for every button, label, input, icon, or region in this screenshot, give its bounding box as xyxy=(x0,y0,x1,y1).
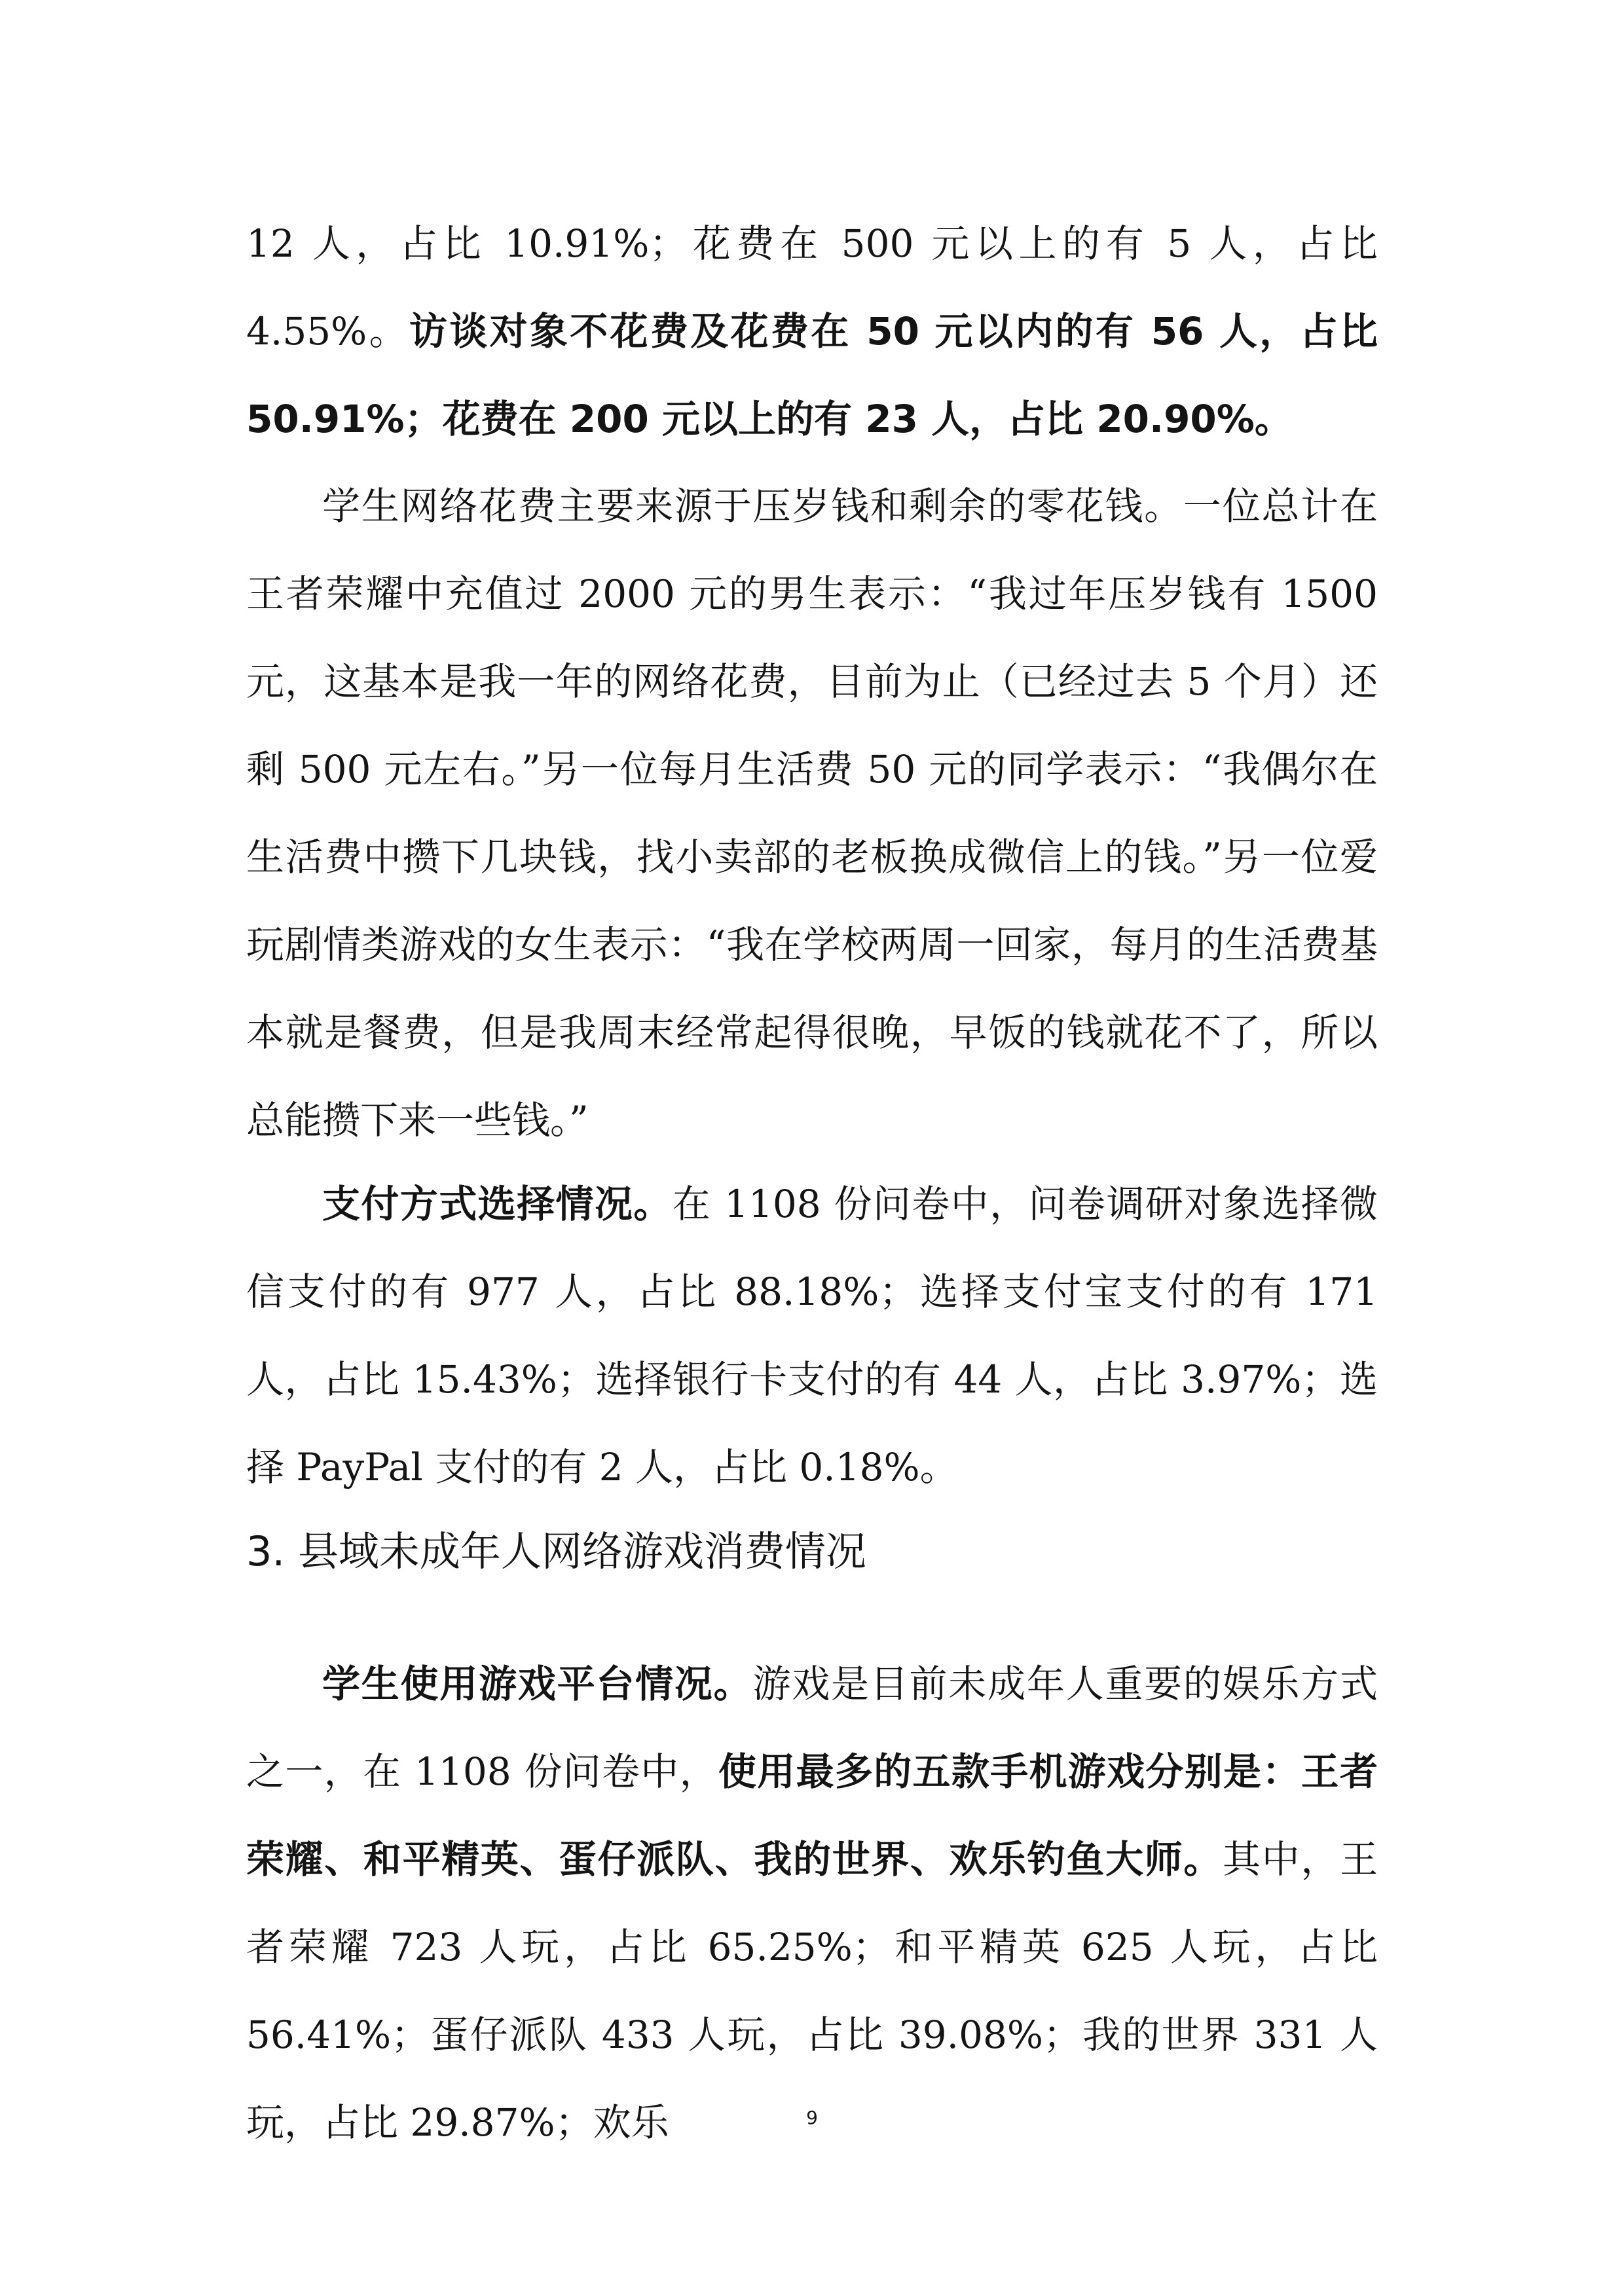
paragraph-text: 其中，王者荣耀 723 人玩，占比 65.25%；和平精英 625 人玩，占比 56.41%；蛋仔派队 433 人玩，占比 39.08%；我的世界 331 人玩，占比 29.87%；欢乐 xyxy=(246,1837,1378,2145)
paragraph-bold-lead: 学生使用游戏平台情况。 xyxy=(322,1662,753,1706)
paragraph-text: 12 人，占比 10.91%；花费在 500 元以上的有 5 人，占比 4.55%。 xyxy=(246,221,1378,354)
paragraph-game-platforms xyxy=(246,1640,1378,2166)
paragraph-bold-lead: 支付方式选择情况。 xyxy=(322,1182,673,1226)
paragraph-text: 游戏是目前未成年人重要的娱乐方式之一，在 1108 份问卷中， xyxy=(246,1662,1378,1794)
paragraph-bold-text: 使用最多的五款手机游戏分别是：王者荣耀、和平精英、蛋仔派队、我的世界、欢乐钓鱼大师。 xyxy=(246,1749,1378,1882)
paragraph-bold-text: 访谈对象不花费及花费在 50 元以内的有 56 人，占比 50.91%；花费在 200 元以上的有 23 人，占比 20.90%。 xyxy=(246,309,1378,441)
paragraph-spending-stats xyxy=(246,200,1378,463)
paragraph-payment-methods xyxy=(246,1160,1378,1511)
paragraph-spending-sources xyxy=(246,462,1378,1164)
paragraph-text: 在 1108 份问卷中，问卷调研对象选择微信支付的有 977 人，占比 88.18%；选择支付宝支付的有 171 人，占比 15.43%；选择银行卡支付的有 44 人，占比 3.97%；选择 PayPal 支付的有 2 人，占比 0.18%。 xyxy=(246,1182,1378,1489)
section-heading: 3. 县域未成年人网络游戏消费情况 xyxy=(246,1527,866,1575)
page-number: 9 xyxy=(806,2107,818,2128)
paragraph-text: 学生网络花费主要来源于压岁钱和剩余的零花钱。一位总计在王者荣耀中充值过 2000 元的男生表示：“我过年压岁钱有 1500 元，这基本是我一年的网络花费，目前为止（已经过去 5 个月）还剩 500 元左右。”另一位每月生活费 50 元的同学表示：“我偶尔在生活费中攒下几块钱，找小卖部的老板换成微信上的钱。”另一位爱玩剧情类游戏的女生表示：“我在学校两周一回家，每月的生活费基本就是餐费，但是我周末经常起得很晚，早饭的钱就花不了，所以总能攒下来一些钱。” xyxy=(246,484,1378,1142)
